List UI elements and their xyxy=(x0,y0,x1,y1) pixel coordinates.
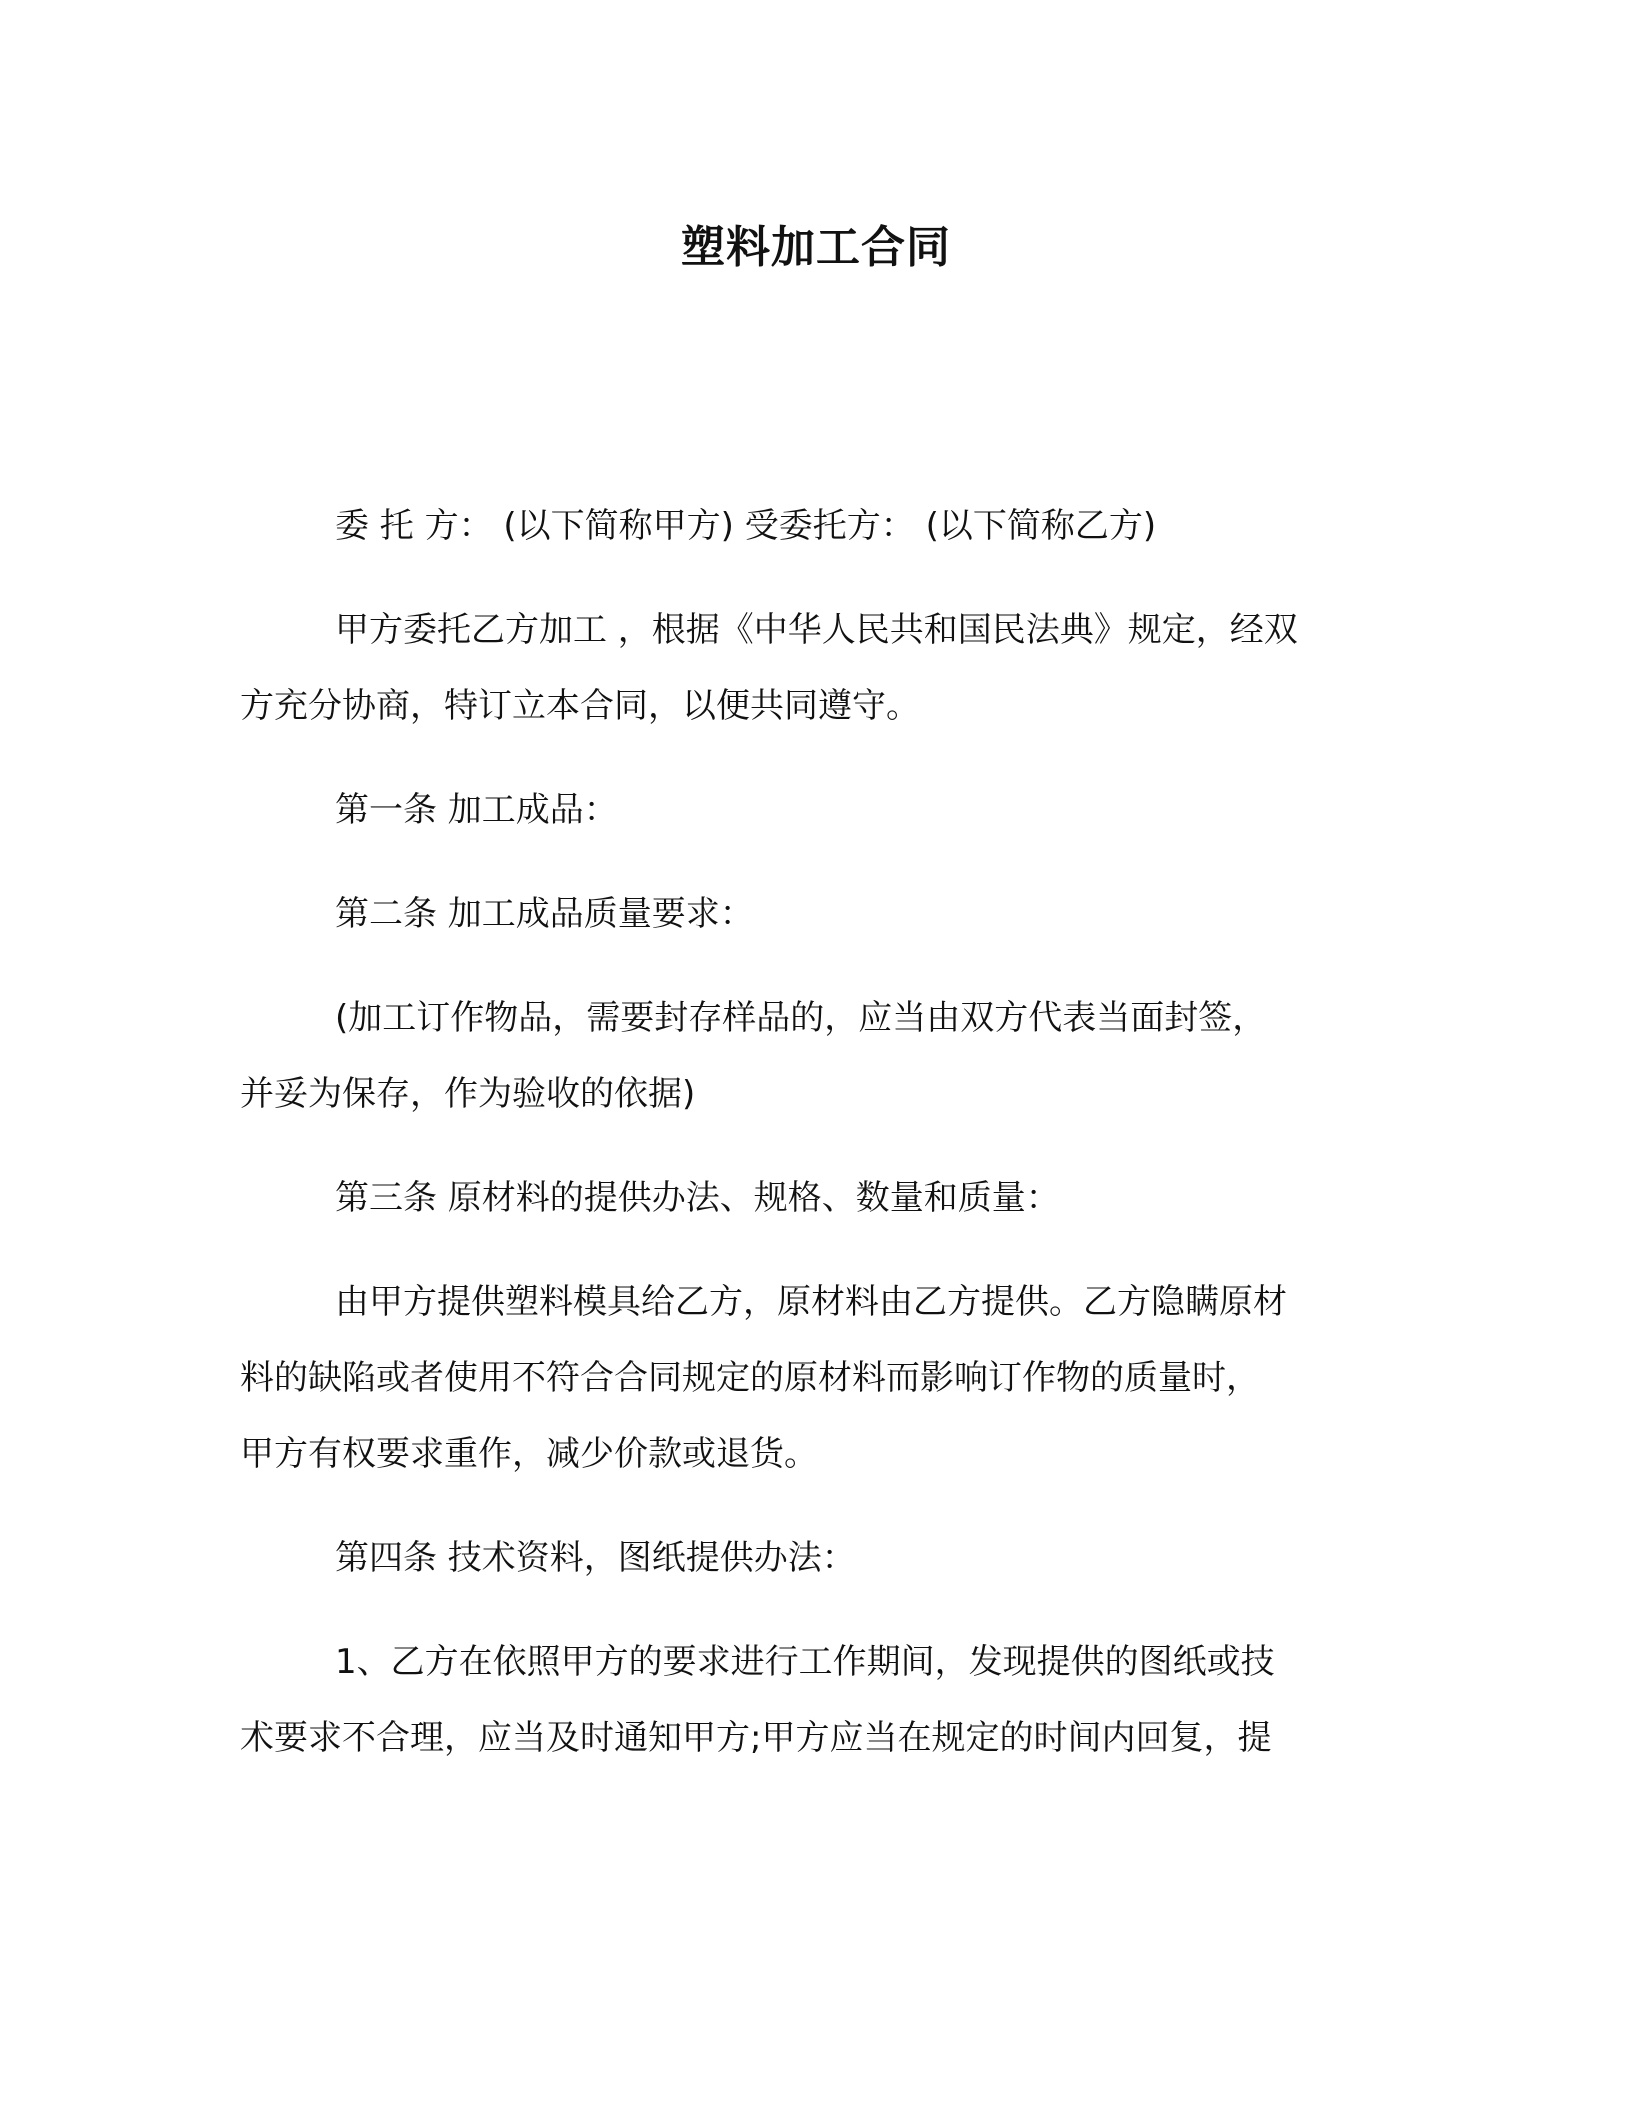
paragraph-line: 甲方有权要求重作，减少价款或退货。 xyxy=(240,1434,818,1474)
paragraph-line: 第三条 原材料的提供办法、规格、数量和质量： xyxy=(335,1178,1060,1218)
paragraph-parties xyxy=(240,488,1390,564)
article-2-heading xyxy=(240,876,1390,952)
document-body xyxy=(240,488,1390,1804)
paragraph-line: 第四条 技术资料，图纸提供办法： xyxy=(335,1538,856,1578)
paragraph-preamble xyxy=(240,592,1390,744)
article-3-heading xyxy=(240,1160,1390,1236)
paragraph-line: 由甲方提供塑料模具给乙方，原材料由乙方提供。乙方隐瞒原材 xyxy=(335,1282,1287,1322)
paragraph-line: 术要求不合理，应当及时通知甲方;甲方应当在规定的时间内回复，提 xyxy=(240,1718,1272,1758)
paragraph-line: 1、乙方在依照甲方的要求进行工作期间，发现提供的图纸或技 xyxy=(335,1642,1275,1682)
paragraph-line: 方充分协商，特订立本合同，以便共同遵守。 xyxy=(240,686,920,726)
article-3-body xyxy=(240,1264,1390,1492)
document-title: 塑料加工合同 xyxy=(681,222,951,273)
paragraph-line: (加工订作物品，需要封存样品的，应当由双方代表当面封签， xyxy=(335,998,1267,1038)
article-4-heading xyxy=(240,1520,1390,1596)
article-1-heading xyxy=(240,772,1390,848)
paragraph-line: 料的缺陷或者使用不符合合同规定的原材料而影响订作物的质量时， xyxy=(240,1358,1260,1398)
paragraph-line: 并妥为保存，作为验收的依据) xyxy=(240,1074,696,1114)
paragraph-line: 第二条 加工成品质量要求： xyxy=(335,894,754,934)
paragraph-line: 甲方委托乙方加工 ，根据《中华人民共和国民法典》规定，经双 xyxy=(335,610,1298,650)
article-4-item-1 xyxy=(240,1624,1390,1776)
paragraph-line: 委 托 方： (以下简称甲方) 受委托方： (以下简称乙方) xyxy=(335,506,1157,546)
article-2-note xyxy=(240,980,1390,1132)
paragraph-line: 第一条 加工成品： xyxy=(335,790,618,830)
